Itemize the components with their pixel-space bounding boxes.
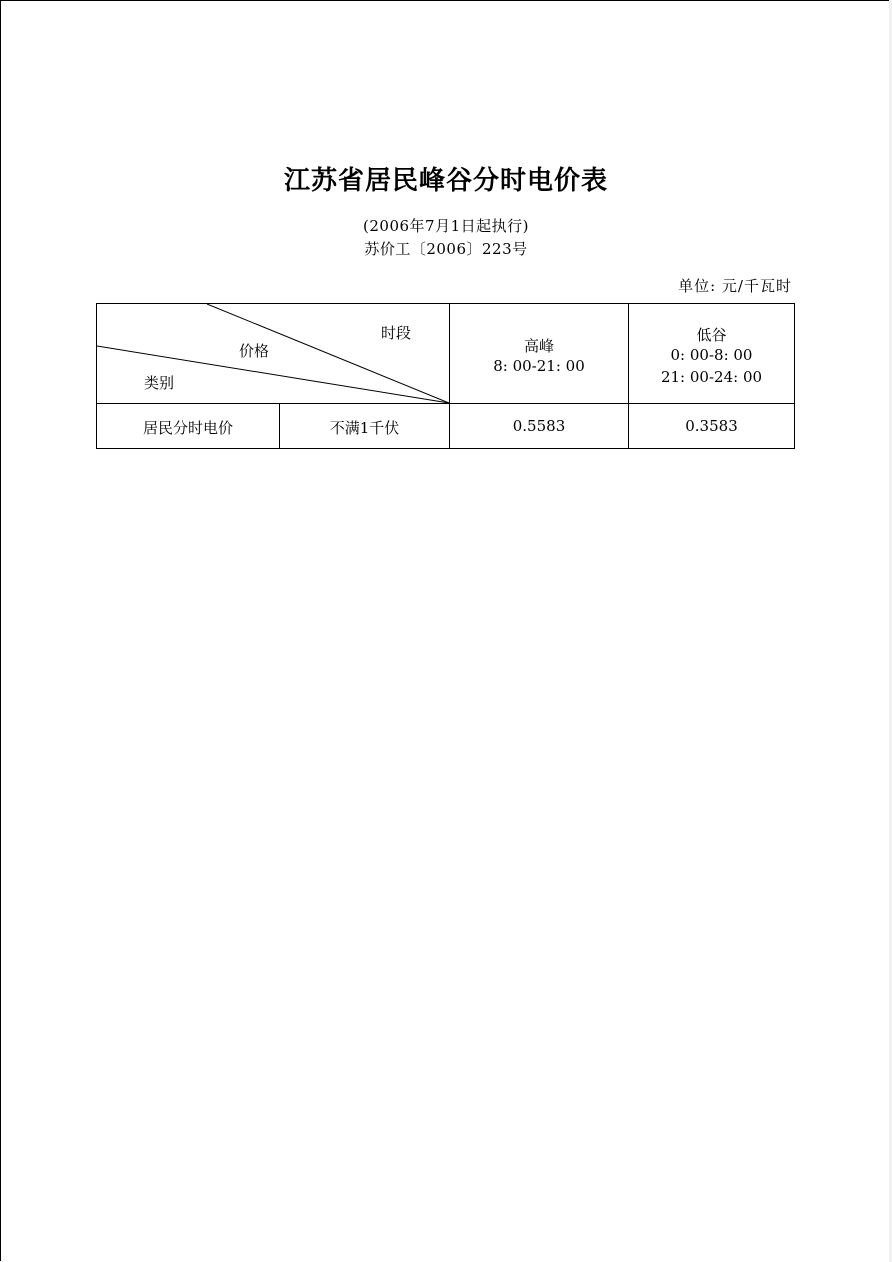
row-valley-price: 0.3583: [685, 417, 738, 435]
tariff-table: [96, 303, 795, 449]
row-category: 居民分时电价: [142, 419, 233, 437]
header-category-label: 类别: [144, 374, 175, 392]
header-peak-label: 高峰: [523, 337, 554, 355]
effective-date: (2006年7月1日起执行): [363, 217, 529, 235]
header-peak-time: 8: 00-21: 00: [493, 357, 585, 375]
header-row-divider: [97, 403, 794, 404]
row-peak-price: 0.5583: [512, 417, 566, 435]
header-valley-time-1: 0: 00-8: 00: [670, 346, 753, 364]
document-title: 江苏省居民峰谷分时电价表: [283, 166, 608, 196]
document-number: 苏价工〔2006〕223号: [364, 240, 528, 258]
header-valley-label: 低谷: [696, 326, 727, 344]
unit-label: 单位: 元/千瓦时: [678, 277, 792, 295]
row-subcategory: 不满1千伏: [329, 419, 400, 437]
header-time-label: 时段: [381, 324, 412, 342]
header-valley-time-2: 21: 00-24: 00: [660, 368, 763, 386]
header-price-label: 价格: [239, 342, 270, 360]
